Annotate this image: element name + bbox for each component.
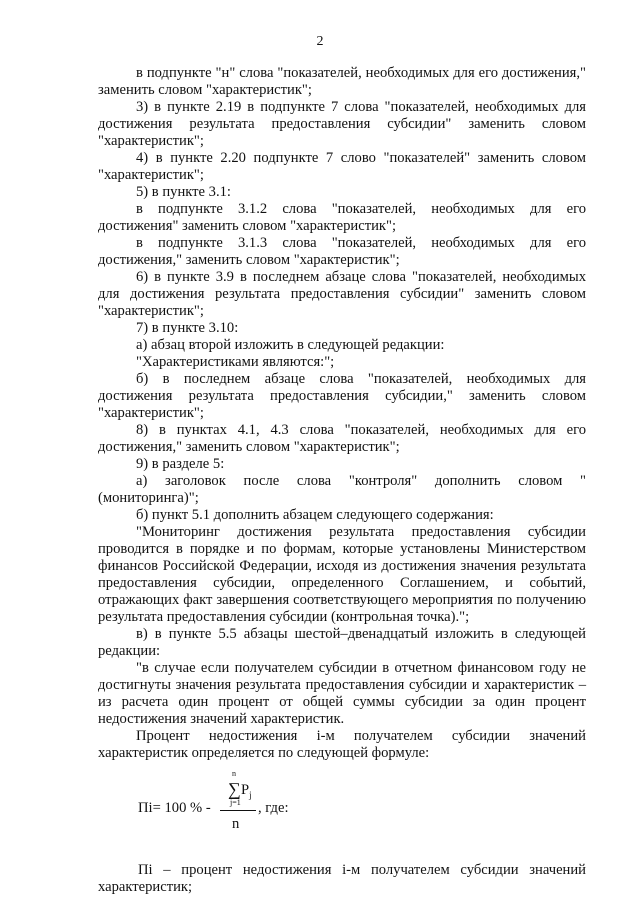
- definition-paragraph: [98, 862, 586, 896]
- definition-text: – процент недостижения i-м получателем субсидии значений характеристик;: [98, 862, 586, 895]
- paragraph: 3) в пункте 2.19 в подпункте 7 слова "показателей, необходимых для достижения результата предоставления субсидии" заменить словом "характеристик";: [98, 99, 586, 149]
- paragraph: 9) в разделе 5:: [136, 456, 225, 472]
- formula-lhs: Пi= 100 % -: [138, 800, 211, 816]
- numerator-variable: [241, 782, 252, 803]
- sum-symbol: ∑: [228, 779, 241, 799]
- numerator-sub: j: [249, 789, 252, 800]
- paragraph: 7) в пункте 3.10:: [136, 320, 239, 336]
- paragraph: б) пункт 5.1 дополнить абзацем следующего содержания:: [136, 507, 494, 523]
- sum-upper-limit: n: [232, 769, 236, 778]
- formula-rhs: , где:: [258, 800, 289, 816]
- paragraph: в подпункте "н" слова "показателей, необходимых для его достижения," заменить словом "характеристик";: [98, 65, 586, 98]
- numerator-var: P: [241, 782, 250, 798]
- sum-lower-limit: j=1: [230, 798, 241, 807]
- paragraph: в) в пункте 5.5 абзацы шестой–двенадцатый изложить в следующей редакции:: [98, 626, 586, 659]
- paragraph: а) заголовок после слова "контроля" дополнить словом "(мониторинга)";: [98, 473, 586, 506]
- paragraph: а) абзац второй изложить в следующей редакции:: [136, 337, 445, 353]
- paragraph: в подпункте 3.1.2 слова "показателей, необходимых для его достижения" заменить словом "характеристик";: [98, 201, 586, 234]
- formula-fraction: [216, 770, 256, 840]
- fraction-bar: [220, 810, 256, 811]
- paragraph: "в случае если получателем субсидии в отчетном финансовом году не достигнуты значения результата предоставления субсидии и характеристик – из расчета один процент от общей суммы субсидии за один процент недостижения значений характеристик.: [98, 660, 586, 727]
- paragraph: "Характеристиками являются:";: [136, 354, 335, 370]
- definition-symbol: Пi: [138, 862, 153, 878]
- page-number: 2: [316, 34, 324, 49]
- paragraph: 6) в пункте 3.9 в последнем абзаце слова "показателей, необходимых для достижения результата предоставления субсидии" заменить словом "характеристик";: [98, 269, 586, 319]
- paragraph: "Мониторинг достижения результата предоставления субсидии проводится в порядке и по формам, которые установлены Министерством финансов Российской Федерации, исходя из достижения значения результата предоставления субсидии, определенного Соглашением, и событий, отражающих факт завершения соответствующего мероприятия по получению результата предоставления субсидии (контрольная точка).";: [98, 524, 586, 625]
- paragraph: Процент недостижения i-м получателем субсидии значений характеристик определяется по следующей формуле:: [98, 728, 586, 761]
- paragraph: в подпункте 3.1.3 слова "показателей, необходимых для его достижения," заменить словом "характеристик";: [98, 235, 586, 268]
- paragraph: 4) в пункте 2.20 подпункте 7 слово "показателей" заменить словом "характеристик";: [98, 150, 586, 183]
- formula: [98, 770, 586, 842]
- document-body: [98, 65, 586, 896]
- denominator: n: [232, 816, 240, 832]
- paragraph: б) в последнем абзаце слова "показателей, необходимых для достижения результата предоставления субсидии," заменить словом "характеристик";: [98, 371, 586, 421]
- paragraph: 5) в пункте 3.1:: [136, 184, 231, 200]
- paragraph: 8) в пунктах 4.1, 4.3 слова "показателей, необходимых для его достижения," заменить словом "характеристик";: [98, 422, 586, 455]
